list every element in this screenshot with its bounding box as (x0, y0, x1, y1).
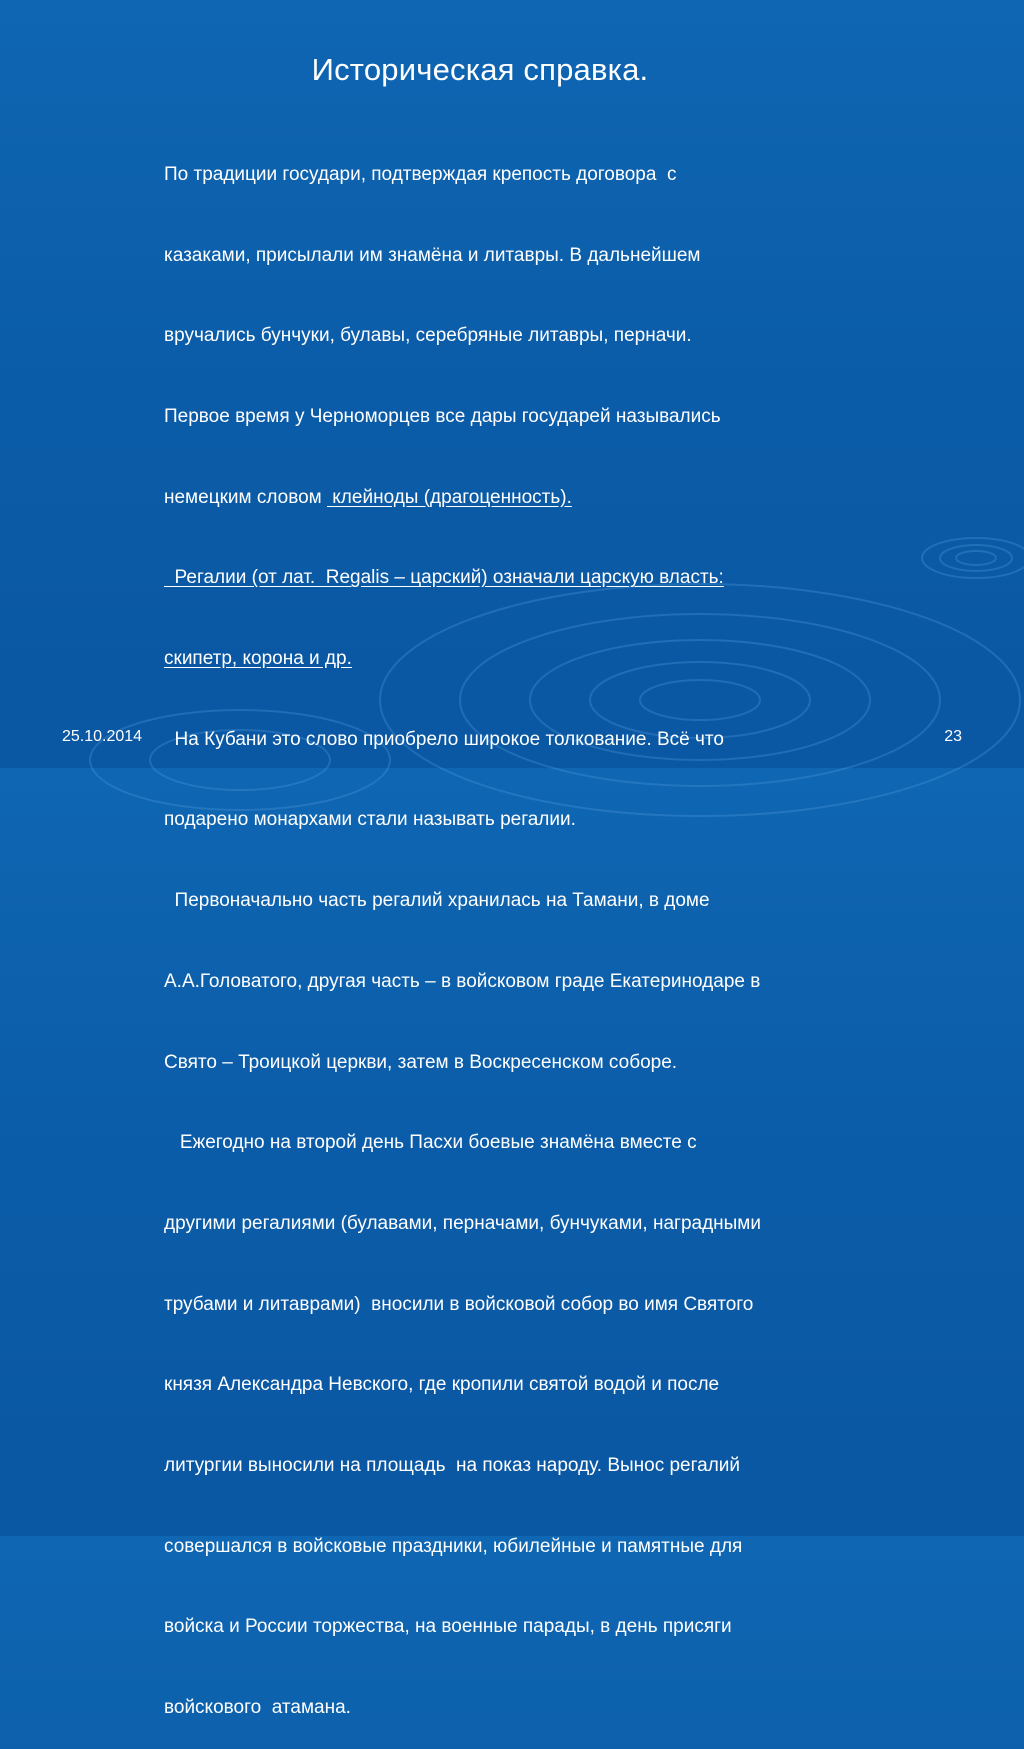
footer-date: 25.10.2014 (62, 728, 143, 745)
body-line: литургии выносили на площадь на показ народу. Вынос регалий (164, 1455, 741, 1477)
body-line: трубами и литаврами) вносили в войсковой собор во имя Святого (164, 1293, 754, 1315)
body-line: А.А.Головатого, другая часть – в войсковом граде Екатеринодаре в (164, 970, 761, 992)
body-line: Первое время у Черноморцев все дары государей назывались (164, 405, 721, 427)
underlined-term-kleinody: клейноды (драгоценность). (327, 486, 572, 508)
body-line: По традиции государи, подтверждая крепость договора с (164, 163, 677, 185)
body-line: На Кубани это слово приобрело широкое толкование. Всё что (164, 728, 724, 750)
body-line: подарено монархами стали называть регалии. (164, 809, 576, 831)
body-line: Первоначально часть регалий хранилась на Тамани, в доме (164, 890, 710, 912)
body-line: войска и России торжества, на военные парады, в день присяги (164, 1616, 732, 1638)
body-line (164, 646, 904, 673)
underlined-line-scepter: скипетр, корона и др. (164, 648, 352, 670)
body-line: войскового атамана. (164, 1697, 351, 1719)
body-line: вручались бунчуки, булавы, серебряные литавры, перначи. (164, 325, 692, 347)
body-line: князя Александра Невского, где кропили святой водой и после (164, 1374, 720, 1396)
body-line: другими регалиями (булавами, перначами, бунчуками, наградными (164, 1212, 761, 1234)
body-line (164, 485, 904, 512)
body-line: Свято – Троицкой церкви, затем в Воскресенском соборе. (164, 1051, 678, 1073)
underlined-line-regalia: Регалии (от лат. Regalis – царский) означали царскую власть: (164, 567, 724, 589)
body-line: Ежегодно на второй день Пасхи боевые знамёна вместе с (164, 1132, 697, 1154)
body-line-text: немецким словом (164, 486, 327, 508)
slide-title: Историческая справка. (311, 52, 649, 87)
body-line: совершался в войсковые праздники, юбилейные и памятные для (164, 1535, 743, 1557)
slide-number: 23 (944, 728, 962, 745)
body-line: казаками, присылали им знамёна и литавры. В дальнейшем (164, 244, 701, 266)
slide-body-text (164, 108, 904, 1749)
